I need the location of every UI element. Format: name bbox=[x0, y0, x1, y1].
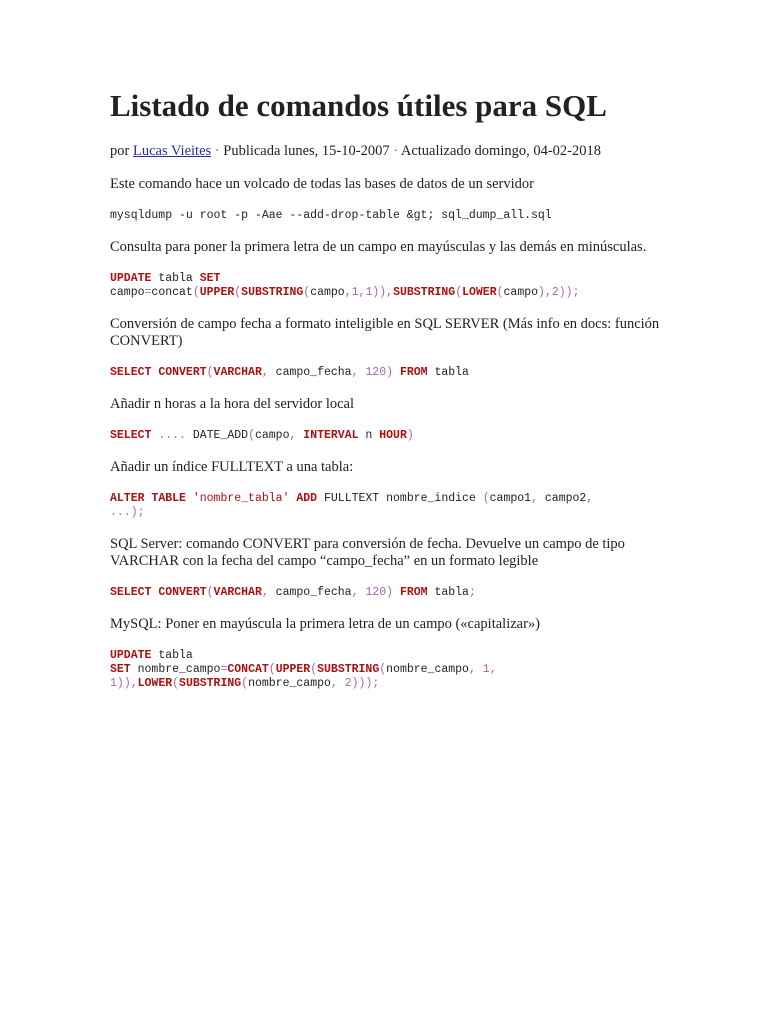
author-link[interactable]: Lucas Vieites bbox=[132, 143, 212, 159]
code-keyword: UPDATE bbox=[110, 649, 152, 662]
code-keyword: UPPER bbox=[275, 663, 311, 676]
code-punctuation: , bbox=[344, 286, 352, 299]
code-keyword: SELECT bbox=[110, 429, 152, 442]
code-token bbox=[131, 663, 138, 676]
code-punctuation: = bbox=[144, 286, 152, 299]
code-punctuation: ( bbox=[172, 677, 180, 690]
article bbox=[110, 88, 670, 707]
code-punctuation: ( bbox=[192, 286, 200, 299]
separator: · bbox=[214, 143, 220, 159]
code-punctuation: ( bbox=[234, 286, 242, 299]
code-token bbox=[538, 492, 545, 505]
code-token: n bbox=[365, 429, 373, 442]
entry-description: Consulta para poner la primera letra de un campo en mayúsculas y las demás en minúsculas. bbox=[110, 239, 647, 255]
code-number: 1 bbox=[482, 663, 490, 676]
code-punctuation: ( bbox=[206, 586, 214, 599]
code-token bbox=[269, 586, 276, 599]
code-block: mysqldump -u root -p -Aae --add-drop-table &gt; sql_dump_all.sql bbox=[110, 209, 552, 222]
code-token: tabla bbox=[158, 272, 193, 285]
code-block bbox=[110, 586, 670, 600]
code-token: nombre_campo bbox=[137, 663, 221, 676]
code-number: 1 bbox=[365, 286, 373, 299]
code-token bbox=[476, 492, 483, 505]
code-punctuation: , bbox=[531, 492, 538, 505]
code-number: 120 bbox=[365, 586, 387, 599]
code-punctuation: ; bbox=[572, 286, 580, 299]
entry-description: SQL Server: comando CONVERT para conversión de fecha. Devuelve un campo de tipo VARCHAR con la fecha del campo “campo_fecha” en un formato legible bbox=[110, 536, 625, 569]
code-punctuation: , bbox=[261, 586, 269, 599]
code-token: campo bbox=[254, 429, 290, 442]
code-number: 1 bbox=[110, 677, 117, 690]
code-keyword: SUBSTRING bbox=[179, 677, 242, 690]
code-keyword: SUBSTRING bbox=[241, 286, 304, 299]
code-keyword: ALTER bbox=[110, 492, 145, 505]
code-block bbox=[110, 429, 670, 443]
code-token bbox=[269, 366, 276, 379]
code-punctuation: , bbox=[358, 286, 366, 299]
code-ellipsis: .... bbox=[158, 429, 186, 442]
code-punctuation: ( bbox=[310, 663, 318, 676]
entry-description: Este comando hace un volcado de todas las bases de datos de un servidor bbox=[110, 176, 534, 192]
code-block bbox=[110, 366, 670, 380]
code-keyword: FROM bbox=[399, 366, 428, 379]
code-number: 2 bbox=[551, 286, 559, 299]
code-token bbox=[476, 663, 483, 676]
code-punctuation: ) bbox=[386, 366, 394, 379]
code-punctuation: ( bbox=[379, 663, 387, 676]
code-block bbox=[110, 272, 670, 300]
code-keyword: SUBSTRING bbox=[393, 286, 456, 299]
code-punctuation: , bbox=[586, 492, 594, 505]
code-punctuation: ( bbox=[455, 286, 463, 299]
code-punctuation: ( bbox=[496, 286, 504, 299]
code-token: campo_fecha bbox=[275, 586, 352, 599]
article-meta bbox=[110, 142, 670, 160]
code-keyword: SELECT bbox=[110, 366, 152, 379]
code-punctuation: ) bbox=[358, 677, 366, 690]
code-punctuation: ( bbox=[268, 663, 276, 676]
code-punctuation: = bbox=[220, 663, 228, 676]
code-keyword: VARCHAR bbox=[213, 586, 262, 599]
code-token bbox=[393, 586, 400, 599]
code-token: campo bbox=[503, 286, 539, 299]
code-keyword: TABLE bbox=[151, 492, 186, 505]
code-token: tabla bbox=[434, 586, 469, 599]
code-punctuation: , bbox=[468, 663, 476, 676]
code-token: campo_fecha bbox=[275, 366, 352, 379]
code-token: campo bbox=[110, 286, 145, 299]
separator: · bbox=[393, 143, 399, 159]
code-keyword: UPDATE bbox=[110, 272, 152, 285]
code-punctuation: ) bbox=[386, 586, 394, 599]
entry-description: MySQL: Poner en mayúscula la primera letra de un campo («capitalizar») bbox=[110, 616, 541, 632]
code-block bbox=[110, 492, 670, 520]
code-keyword: SUBSTRING bbox=[317, 663, 380, 676]
entry-description: Añadir n horas a la hora del servidor local bbox=[110, 396, 354, 412]
code-punctuation: ) bbox=[558, 286, 566, 299]
by-label: por bbox=[110, 143, 130, 159]
code-punctuation: ( bbox=[241, 677, 249, 690]
code-punctuation: , bbox=[351, 366, 359, 379]
code-block bbox=[110, 649, 670, 691]
code-punctuation: ) bbox=[116, 677, 124, 690]
code-punctuation: , bbox=[130, 677, 138, 690]
code-keyword: INTERVAL bbox=[303, 429, 359, 442]
code-token bbox=[186, 492, 193, 505]
code-keyword: LOWER bbox=[462, 286, 497, 299]
code-token: DATE_ADD bbox=[192, 429, 249, 442]
code-keyword: FROM bbox=[399, 586, 428, 599]
code-punctuation: ) bbox=[565, 286, 573, 299]
code-keyword: HOUR bbox=[379, 429, 407, 442]
code-token bbox=[317, 492, 324, 505]
code-number: 1 bbox=[351, 286, 359, 299]
code-token bbox=[393, 366, 400, 379]
code-token: tabla bbox=[158, 649, 193, 662]
page-title: Listado de comandos útiles para SQL bbox=[110, 88, 607, 123]
code-keyword: LOWER bbox=[137, 677, 173, 690]
code-punctuation: ) bbox=[372, 286, 380, 299]
code-token: FULLTEXT bbox=[324, 492, 380, 505]
code-number: 120 bbox=[365, 366, 387, 379]
code-punctuation: ) bbox=[365, 677, 373, 690]
code-keyword: SET bbox=[110, 663, 131, 676]
code-punctuation: , bbox=[386, 286, 394, 299]
code-keyword: ADD bbox=[296, 492, 318, 505]
code-punctuation: , bbox=[544, 286, 552, 299]
code-token: campo1 bbox=[489, 492, 532, 505]
code-punctuation: , bbox=[261, 366, 269, 379]
code-punctuation: ) bbox=[538, 286, 545, 299]
code-keyword: SELECT bbox=[110, 586, 152, 599]
code-punctuation: ( bbox=[206, 366, 214, 379]
code-punctuation: ( bbox=[248, 429, 255, 442]
code-token: concat bbox=[151, 286, 193, 299]
code-token: nombre_indice bbox=[386, 492, 476, 505]
code-keyword: UPPER bbox=[199, 286, 235, 299]
entry-description: Añadir un índice FULLTEXT a una tabla: bbox=[110, 459, 354, 475]
code-keyword: CONVERT bbox=[158, 366, 207, 379]
code-token: nombre_campo bbox=[386, 663, 469, 676]
code-token bbox=[186, 429, 193, 442]
code-punctuation: , bbox=[351, 586, 359, 599]
code-ellipsis: ... bbox=[110, 506, 131, 519]
code-keyword: CONCAT bbox=[227, 663, 269, 676]
entry-description: Conversión de campo fecha a formato inteligible en SQL SERVER (Más info en docs: función CONVERT) bbox=[110, 316, 660, 349]
code-token bbox=[193, 272, 200, 285]
code-punctuation: , bbox=[330, 677, 338, 690]
code-punctuation: , bbox=[289, 429, 297, 442]
code-punctuation: ) bbox=[130, 506, 138, 519]
code-punctuation: ( bbox=[482, 492, 490, 505]
code-punctuation: ) bbox=[351, 677, 359, 690]
code-punctuation: ) bbox=[379, 286, 387, 299]
code-token: campo bbox=[310, 286, 345, 299]
code-number: 2 bbox=[344, 677, 352, 690]
code-token: campo2 bbox=[544, 492, 587, 505]
code-punctuation: ( bbox=[303, 286, 311, 299]
code-punctuation: ; bbox=[137, 506, 145, 519]
published-date: Publicada lunes, 15-10-2007 bbox=[223, 143, 390, 159]
code-punctuation: ) bbox=[406, 429, 414, 442]
code-keyword: CONVERT bbox=[158, 586, 207, 599]
code-token bbox=[338, 677, 345, 690]
code-token: tabla bbox=[434, 366, 469, 379]
code-punctuation: ) bbox=[123, 677, 131, 690]
updated-date: Actualizado domingo, 04-02-2018 bbox=[400, 143, 602, 159]
code-punctuation: ; bbox=[372, 677, 380, 690]
code-token: nombre_campo bbox=[248, 677, 331, 690]
code-keyword: SET bbox=[199, 272, 221, 285]
code-string: 'nombre_tabla' bbox=[192, 492, 290, 505]
code-punctuation: ; bbox=[468, 586, 476, 599]
code-keyword: VARCHAR bbox=[213, 366, 262, 379]
code-punctuation: , bbox=[489, 663, 497, 676]
